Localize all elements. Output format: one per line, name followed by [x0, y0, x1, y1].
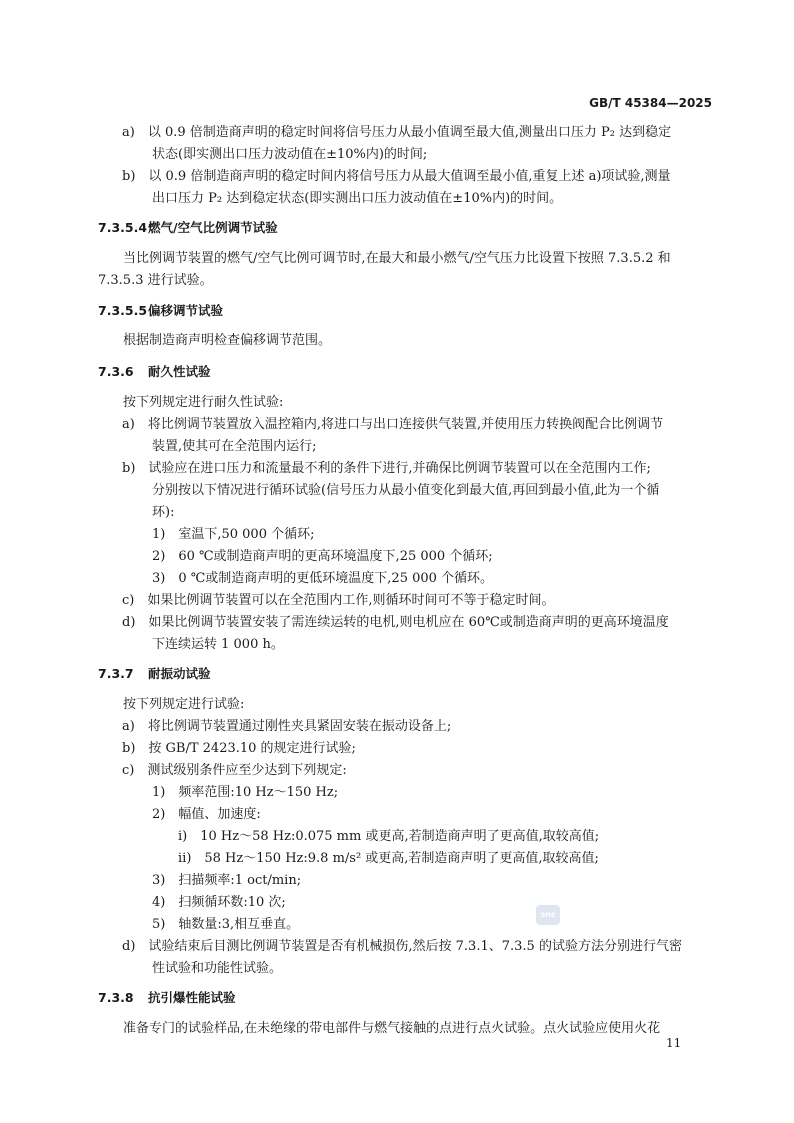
- page-number: 11: [666, 1036, 682, 1050]
- section-heading: [98, 219, 278, 237]
- body-text-line: 分别按以下情况进行循环试验(信号压力从最小值变化到最大值,再回到最小值,此为一个循: [152, 483, 660, 498]
- body-text-line: c) 测试级别条件应至少达到下列规定:: [122, 763, 347, 778]
- section-number: 7.3.8: [98, 990, 134, 1005]
- body-text-line: d) 如果比例调节装置安装了需连续运转的电机,则电机应在 60℃或制造商声明的更高环境温度: [122, 615, 669, 630]
- section-number: 7.3.7: [98, 666, 134, 681]
- section-number: 7.3.5.5: [98, 303, 148, 318]
- body-text-line: a) 将比例调节装置通过刚性夹具紧固安装在振动设备上;: [122, 719, 452, 734]
- body-text-line: d) 试验结束后目测比例调节装置是否有机械损伤,然后按 7.3.1、7.3.5 的试验方法分别进行气密: [122, 939, 682, 954]
- body-text-line: b) 试验应在进口压力和流量最不利的条件下进行,并确保比例调节装置可以在全范围内工作;: [122, 461, 651, 476]
- section-title: 耐久性试验: [148, 364, 211, 379]
- page-header-standard-number: GB/T 45384—2025: [589, 96, 712, 110]
- body-text-line: ⅰ) 10 Hz～58 Hz:0.075 mm 或更高,若制造商声明了更高值,取较高值;: [178, 829, 600, 844]
- body-text-line: 1) 频率范围:10 Hz～150 Hz;: [152, 785, 339, 800]
- section-heading: [98, 363, 211, 381]
- body-text-line: a) 以 0.9 倍制造商声明的稳定时间将信号压力从最小值调至最大值,测量出口压力 P₂ 达到稳定: [122, 125, 672, 140]
- body-text-line: a) 将比例调节装置放入温控箱内,将进口与出口连接供气装置,并使用压力转换阀配合比例调节: [122, 417, 664, 432]
- body-text-line: 出口压力 P₂ 达到稳定状态(即实测出口压力波动值在±10%内)的时间。: [152, 191, 563, 206]
- section-title: 燃气/空气比例调节试验: [148, 220, 278, 235]
- section-title: 偏移调节试验: [148, 303, 224, 318]
- body-text-line: 按下列规定进行试验:: [123, 697, 245, 712]
- section-heading: [98, 302, 223, 320]
- body-text-line: 下连续运转 1 000 h。: [152, 637, 284, 652]
- body-text-line: 5) 轴数量:3,相互垂直。: [152, 917, 300, 932]
- body-text-line: 状态(即实测出口压力波动值在±10%内)的时间;: [152, 147, 428, 162]
- body-text-line: 2) 幅值、加速度:: [152, 807, 261, 822]
- body-text-line: 3) 0 ℃或制造商声明的更低环境温度下,25 000 个循环。: [152, 571, 494, 586]
- body-text-line: 装置,使其可在全范围内运行;: [152, 439, 317, 454]
- body-text-line: 1) 室温下,50 000 个循环;: [152, 527, 315, 542]
- body-text-line: 当比例调节装置的燃气/空气比例可调节时,在最大和最小燃气/空气压力比设置下按照 7.3.5.2 和: [123, 251, 671, 266]
- body-text-line: 2) 60 ℃或制造商声明的更高环境温度下,25 000 个循环;: [152, 549, 493, 564]
- section-number: 7.3.6: [98, 364, 134, 379]
- section-title: 耐振动试验: [148, 666, 211, 681]
- body-text-line: 准备专门的试验样品,在未绝缘的带电部件与燃气接触的点进行点火试验。点火试验应使用火花: [123, 1021, 661, 1036]
- body-text-line: b) 以 0.9 倍制造商声明的稳定时间内将信号压力从最大值调至最小值,重复上述 a)项试验,测量: [122, 169, 671, 184]
- body-text-line: ⅱ) 58 Hz～150 Hz:9.8 m/s² 或更高,若制造商声明了更高值,取较高值;: [178, 851, 599, 866]
- body-text-line: 按下列规定进行耐久性试验:: [123, 395, 284, 410]
- body-text-line: 3) 扫描频率:1 oct/min;: [152, 873, 302, 888]
- body-text-line: 环):: [152, 505, 175, 520]
- body-text-line: b) 按 GB/T 2423.10 的规定进行试验;: [122, 741, 356, 756]
- section-title: 抗引爆性能试验: [148, 990, 236, 1005]
- watermark-logo: snc: [536, 905, 560, 925]
- body-text-line: 性试验和功能性试验。: [152, 961, 283, 976]
- body-text-line: 根据制造商声明检查偏移调节范围。: [123, 333, 332, 348]
- section-heading: [98, 665, 211, 683]
- section-number: 7.3.5.4: [98, 220, 148, 235]
- body-text-line: 7.3.5.3 进行试验。: [98, 273, 213, 288]
- body-text-line: 4) 扫频循环数:10 次;: [152, 895, 286, 910]
- section-heading: [98, 989, 236, 1007]
- body-text-line: c) 如果比例调节装置可以在全范围内工作,则循环时间可不等于稳定时间。: [122, 593, 555, 608]
